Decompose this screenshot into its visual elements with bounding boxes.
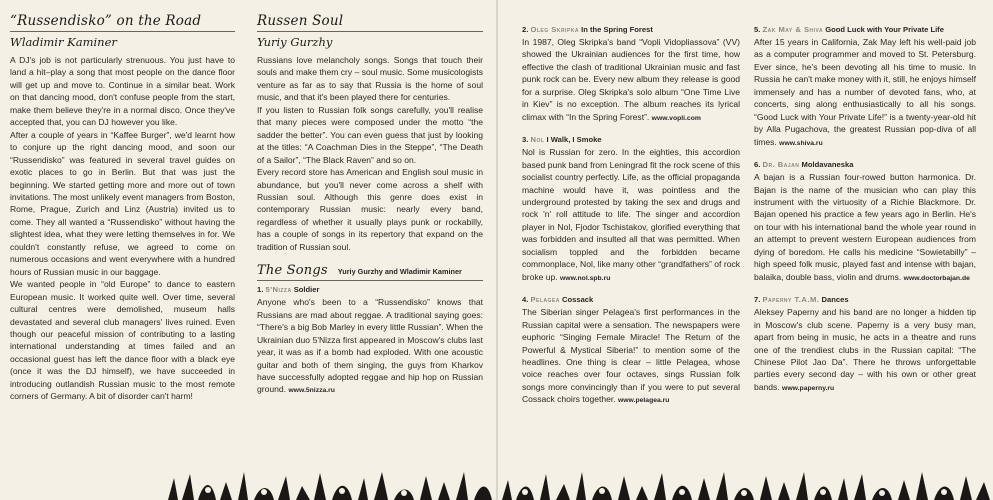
- decorative-pattern: [498, 470, 993, 500]
- song-artist: Oleg Skripka: [530, 25, 579, 34]
- song-artist: Paperny T.A.M.: [762, 295, 820, 305]
- pattern-graphic: [498, 470, 993, 500]
- song-title: [522, 134, 740, 146]
- song-title: [754, 294, 976, 306]
- song-url: www.paperny.ru: [782, 384, 835, 392]
- song-entry: [754, 24, 976, 150]
- paragraph: Russians love melancholy songs. Songs that touch their souls and make them cry – soul music. Some musicologists venture as far as to say that Russia is the home of soul music, and that it's been played there for centuries.: [257, 55, 483, 103]
- song-title: [257, 284, 483, 296]
- song-description: [754, 306, 976, 395]
- song-description: [754, 36, 976, 150]
- song-entry: [522, 24, 740, 125]
- paragraph: If you listen to Russian folk songs carefully, you'll realise that many pieces were composed under the motto “the sadder the better”. You can even guess that just by looking at the titles: “A Coachman Dies in the Steppe”, “The Death of a Sailor”, “The Black Raven” and so on.: [257, 104, 483, 165]
- song-description: [522, 306, 740, 408]
- right-page: [498, 0, 993, 500]
- heading-rule: [257, 31, 483, 32]
- song-name: Soldier: [293, 285, 320, 295]
- pattern-graphic: [168, 470, 496, 500]
- song-url: www.doctorbajan.de: [903, 274, 970, 282]
- song-name: Dances: [821, 295, 849, 305]
- left-page: [0, 0, 496, 500]
- paragraph: We wanted people in “old Europe” to dance to eastern European music. It worked quite well. Over time, several cultural centres were demolished, museum halls devastated and several club managers' lives ruined. Even though our peaceful mission of contributing to a lasting international understanding at times failed and an occasional guest has left the dance floor with a black eye (once it was the DJ himself), we have succeeded in introducing outlandish Russian music to the most remote corners of Germany. A bit of disorder can't harm!: [10, 279, 235, 402]
- song-name: I Walk, I Smoke: [546, 135, 602, 145]
- song-entry: [522, 134, 740, 285]
- song-number: 4.: [522, 295, 529, 305]
- song-title: [522, 294, 740, 306]
- song-number: 6.: [754, 160, 761, 170]
- song-name: Moldavaneska: [801, 160, 854, 170]
- songs-credit: Yuriy Gurzhy and Wladimir Kaminer: [337, 267, 462, 277]
- song-description: [754, 171, 976, 285]
- song-artist: Zak May & Shiva: [762, 25, 824, 34]
- song-number: 7.: [754, 295, 761, 305]
- song-entry: [522, 294, 740, 408]
- article-author: Wladimir Kaminer: [10, 35, 117, 49]
- paragraph: Every record store has American and English soul music in abundance, but you'll never come across a shelf with Russian soul. Although this genre does exist in contemporary Russian music: nearly every band, regardless of whether it usually plays punk or rockabilly, has a couple of songs in its repertory that expand on the tradition of Russian soul.: [257, 167, 483, 252]
- song-url: www.pelagea.ru: [617, 397, 670, 405]
- song-url: www.shiva.ru: [779, 139, 823, 147]
- song-name: Good Luck with Your Private Life: [825, 25, 944, 34]
- song-number: 3.: [522, 135, 529, 145]
- song-description: [522, 146, 740, 285]
- article-russen-soul: [257, 14, 483, 407]
- article-author: Yuriy Gurzhy: [257, 35, 333, 49]
- song-text: After 15 years in California, Zak May left his well-paid job as a computer programmer and moved to St. Petersburg. Ever since, he's been devoting all his time to music. In Russia he can't make money with it, still, he enjoys himself immensely and has a number of devoted fans, who, at concerts, sing along enthusiastically to all his songs. “Good Luck with Your Private Life!” is a twenty-year-old hit by Alla Pugachova, the greatest Russian pop-diva of all times.: [754, 37, 976, 147]
- song-name: Cossack: [562, 295, 594, 305]
- song-entry: [754, 294, 976, 395]
- paragraph: A DJ's job is not particularly strenuous. You just have to land a hit–play a song that most people on the dance floor will get up and move to. Continue in a similar beat. Work on that dancing mood, don't confuse people from the start, make them believe they're in a normal disco. Once they've accepted that, you can DJ however you like.: [10, 55, 235, 128]
- song-text: Nol is Russian for zero. In the eighties, this accordion based punk band from Leningrad fit the rock scene of this socialist country perfectly. Life, as the official propaganda machine would have it, was pointless and the underground protested by taking the sex and drugs and rock 'n' roll attitude to life. The singer and accordion player in Nol, Fjodor Tschistakov, glorified everything that was forbidden and insulted all that was permitted. When socialism toppled and the forbidden became commonplace, Nol, like many other “grandfathers” of rock broke up.: [522, 147, 740, 282]
- song-title: [754, 24, 976, 36]
- song-title: [754, 159, 976, 171]
- song-artist: Nol: [530, 135, 545, 145]
- article-heading: “Russendisko” on the Road: [10, 13, 202, 29]
- songs-column-1: [522, 24, 740, 417]
- song-url: www.nol.spb.ru: [560, 274, 611, 282]
- songs-header: [257, 263, 483, 278]
- song-description: [522, 36, 740, 125]
- song-number: 2.: [522, 25, 529, 34]
- heading-rule: [10, 31, 235, 32]
- song-artist: Pelagea: [530, 295, 560, 305]
- song-text: Aleksey Paperny and his band are no longer a hidden tip in Moscow's club scene. Paperny is a very busy man, apart from being in music, he acts in a theatre and runs one of the trendiest clubs in the Russian capital: “The Chinese Pilot Jao Da”. There he throws unforgettable parties every second day – with his own or other great bands.: [754, 307, 976, 392]
- paragraph: After a couple of years in “Kaffee Burger”, we'd learnt how to conjure up the right dancing mood, and soon our “Russendisko” was featured in several travel guides on exotic places to go in Berlin. But that was just the beginning. We started getting more and more out of town invitations. The most unlikely event managers from Boston, Rome, Prague, Zurich and Linz (Austria) invited us to come. They all wanted a “Russendisko” without having the slightest idea, what they were letting themselves in for. We couldn't constantly refuse, we agreed to come on numerous occasions and went everywhere with a hundred hours of Russian music in our baggage.: [10, 129, 235, 277]
- song-entry: [257, 284, 483, 398]
- song-text: Anyone who's been to a “Russendisko” knows that Russians are mad about reggae. A traditional saying goes: “There's a big Bob Marley in every little Russian”. When the Ukrainian duo 5'Nizza first appeared in Moscow's clubs last year, it was as if a bomb had exploded. With one acoustic guitar and both of them singing, the guys from Kharkov have successfully adopted reggae and hip hop on Russian ground.: [257, 297, 483, 395]
- article-russendisko: [10, 14, 235, 403]
- song-description: [257, 296, 483, 398]
- decorative-pattern: [168, 470, 496, 500]
- song-artist: 5'Nizza: [265, 285, 292, 295]
- songs-column-2: [754, 24, 976, 404]
- heading-rule: [257, 280, 483, 281]
- song-artist: Dr. Bajan: [762, 160, 800, 170]
- song-entry: [754, 159, 976, 285]
- song-text: In 1987, Oleg Skripka's band “Vopli Vidopliassova” (VV) showed the Ukrainian audiences for the first time, how effective the clash of traditional Ukrainian music and fast punk rock can be. Every new album they release is good for a surprise. Oleg Skripka's solo album “One Time Live in Kiev” is no exception. The album reaches its lyrical climax with “In the Spring Forest”.: [522, 37, 740, 122]
- songs-heading: The Songs: [257, 263, 328, 279]
- song-text: The Siberian singer Pelagea's first performances in the Russian capital were a sensation. The newspapers were euphoric “Singing Female Miracle! The Return of the Powerful & Mystical Siberia!” to mention some of the headlines. One thing is clear – little Pelagea, whose voice reaches over four octaves, sings Russian folk songs more convincingly than if you were to put several Cossack choirs together.: [522, 307, 740, 405]
- song-number: 5.: [754, 25, 761, 34]
- song-url: www.5nizza.ru: [288, 387, 335, 395]
- song-title: [522, 24, 740, 36]
- song-text: A bajan is a Russian four-rowed button harmonica. Dr. Bajan is the name of the musician who can play this instrument with the virtuosity of a Richie Blackmore. Dr. Bajan opened his practice a few years ago in Berlin. He's on tour with his international band the whole year round in an attempt to prevent western European audiences from dying of boredom. He calls his medicine “Sowietabilly” – high speed folk music, played fast and intense with bajan, balaika, double bass, violin and drums.: [754, 172, 976, 282]
- article-heading: Russen Soul: [257, 13, 344, 29]
- song-name: In the Spring Forest: [581, 25, 653, 34]
- song-url: www.vopli.com: [651, 114, 701, 122]
- song-number: 1.: [257, 285, 264, 295]
